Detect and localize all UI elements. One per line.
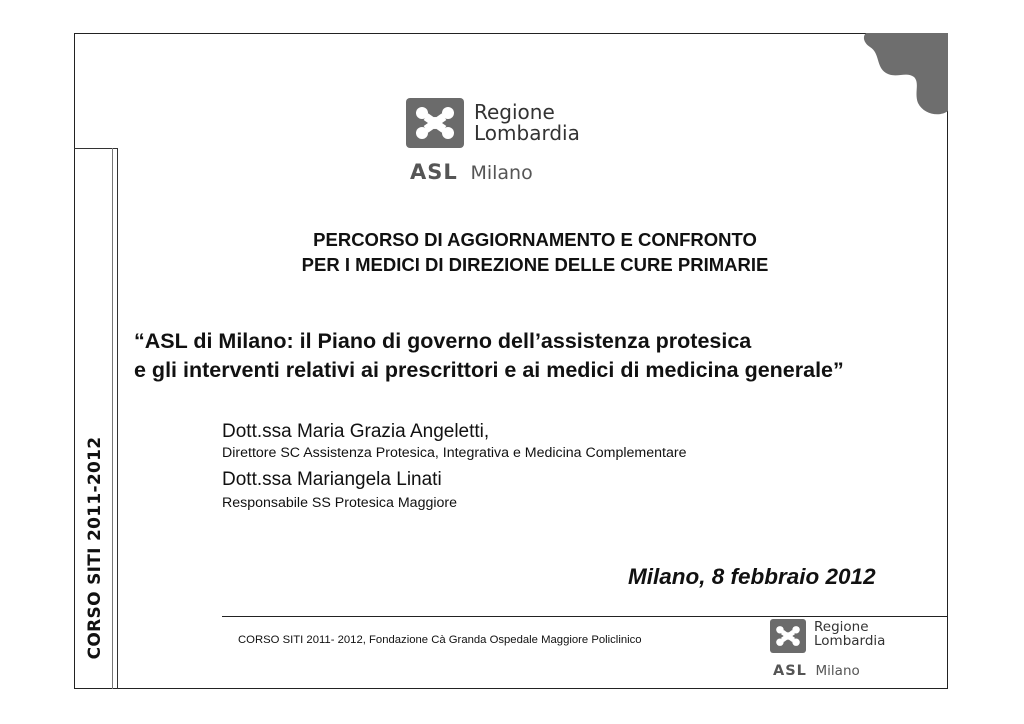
footer-text: CORSO SITI 2011- 2012, Fondazione Cà Granda Ospedale Maggiore Policlinico — [238, 634, 642, 646]
logo-city-text: Milano — [470, 162, 533, 184]
footer-divider — [222, 616, 948, 617]
footer-logo-city-text: Milano — [815, 663, 860, 679]
presentation-title-line-1: “ASL di Milano: il Piano di governo dell’assistenza protesica — [134, 329, 752, 353]
presentation-date: Milano, 8 febbraio 2012 — [628, 564, 876, 589]
footer-logo-asl-text: ASL — [773, 663, 807, 679]
footer-logo-text-regione: Regione — [814, 619, 869, 635]
footer-rose-icon — [770, 619, 806, 653]
header-logo — [406, 98, 616, 188]
logo-asl-text: ASL — [410, 160, 458, 184]
author-2-role: Responsabile SS Protesica Maggiore — [222, 495, 458, 511]
footer-logo-text-lombardia: Lombardia — [814, 633, 886, 649]
corner-rose-decoration-icon — [860, 33, 948, 115]
sidebar-course-label: CORSO SITI 2011-2012 — [85, 436, 105, 660]
logo-text-regione: Regione — [474, 100, 555, 124]
author-1-role: Direttore SC Assistenza Protesica, Integrativa e Medicina Complementare — [222, 445, 687, 461]
presentation-title — [134, 327, 954, 385]
author-2-name: Dott.ssa Mariangela Linati — [222, 469, 442, 490]
logo-asl-milano — [410, 160, 533, 184]
presentation-title-line-2: e gli interventi relativi ai prescrittori e ai medici di medicina generale” — [134, 358, 844, 382]
author-1-name: Dott.ssa Maria Grazia Angeletti, — [222, 421, 490, 442]
footer-logo — [770, 618, 910, 684]
regione-lombardia-rose-icon — [406, 98, 464, 148]
course-title-line-1: PERCORSO DI AGGIORNAMENTO E CONFRONTO — [313, 229, 757, 250]
logo-text-lombardia: Lombardia — [474, 121, 580, 145]
footer-logo-asl-milano — [773, 663, 860, 679]
course-title-line-2: PER I MEDICI DI DIREZIONE DELLE CURE PRIMARIE — [301, 254, 769, 275]
sidebar-divider — [112, 148, 113, 689]
